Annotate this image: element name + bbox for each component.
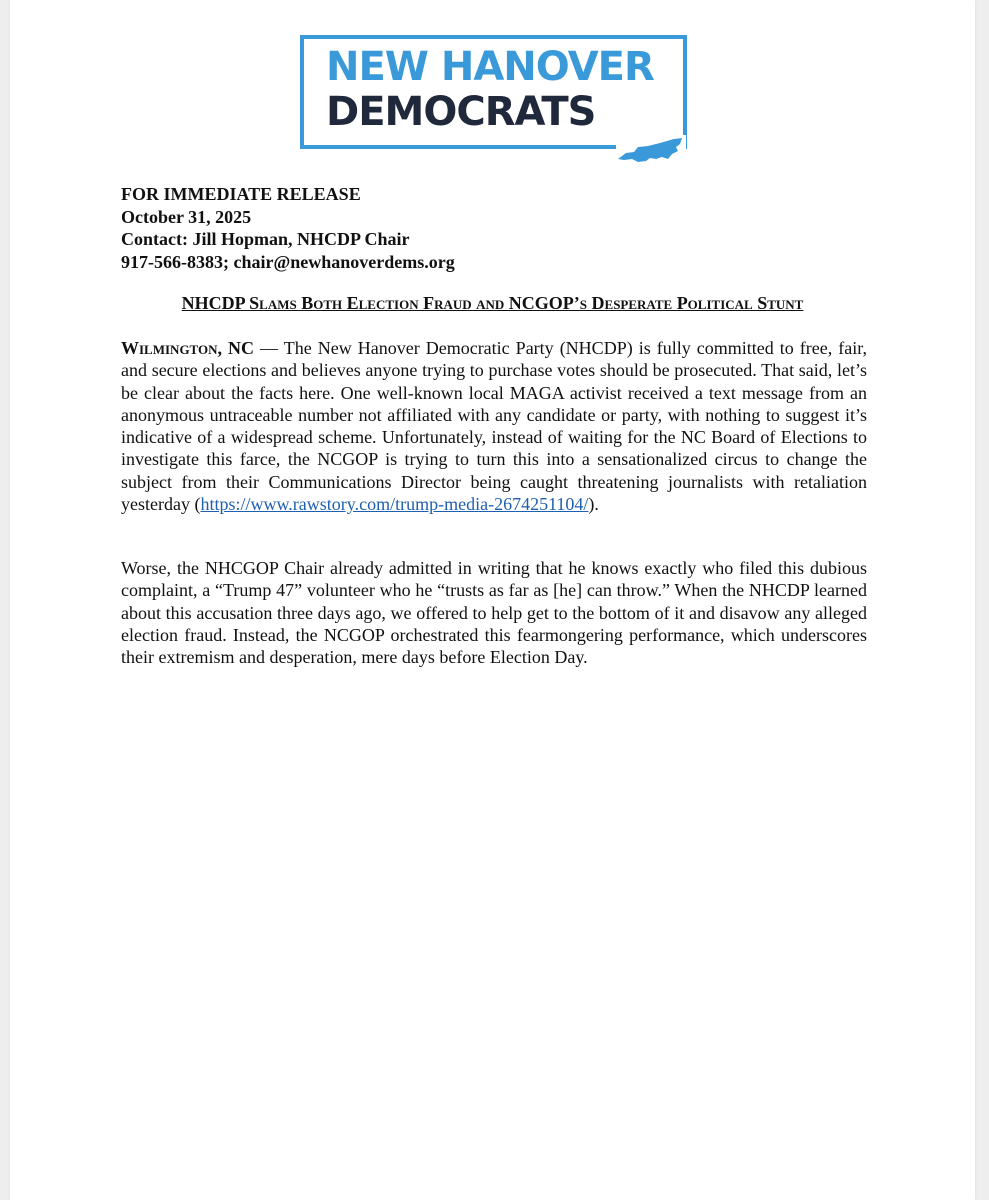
headline: NHCDP Slams Both Election Fraud and NCGOP’s Desperate Political Stunt — [181, 293, 804, 313]
logo-line-2: DEMOCRATS — [326, 89, 596, 135]
new-hanover-democrats-logo — [300, 35, 687, 149]
release-date: October 31, 2025 — [121, 206, 252, 227]
logo-line-1: NEW HANOVER — [326, 44, 654, 90]
body-paragraph-2: Worse, the NHCGOP Chair already admitted in writing that he knows exactly who filed this dubious complaint, a “Trump 47” volunteer who he “trusts as far as [he] can throw.” When the NHCDP learned about this accusation three days ago, we offered to help get to the bottom of it and disavow any alleged election fraud. Instead, the NCGOP orchestrated this fearmongering performance, which underscores their extremism and desperation, mere days before Election Day. — [121, 558, 867, 668]
rawstory-link[interactable]: https://www.rawstory.com/trump-media-2674251104/ — [200, 494, 589, 515]
press-release-header — [121, 183, 455, 273]
dateline: Wilmington, NC — [121, 338, 255, 358]
body-paragraph-1 — [121, 337, 867, 515]
phone-email-line: 917-566-8383; chair@newhanoverdems.org — [121, 251, 455, 272]
document-page — [10, 0, 975, 1200]
north-carolina-state-icon — [616, 135, 686, 163]
release-label: FOR IMMEDIATE RELEASE — [121, 184, 361, 204]
paragraph-1-end: ). — [588, 494, 599, 515]
paragraph-1-text: — The New Hanover Democratic Party (NHCDP) is fully committed to free, fair, and secure elections and believes anyone trying to purchase votes should be prosecuted. That said, let’s be clear about the facts here. One well-known local MAGA activist received a text message from an anonymous untraceable number not affiliated with any candidate or party, with nothing to suggest it’s indicative of a widespread scheme. Unfortunately, instead of waiting for the NC Board of Elections to investigate this farce, the NCGOP is trying to turn this into a sensationalized circus to change the subject from their Communications Director being caught threatening journalists with retaliation yesterday ( — [121, 338, 867, 515]
contact-line: Contact: Jill Hopman, NHCDP Chair — [121, 229, 410, 249]
